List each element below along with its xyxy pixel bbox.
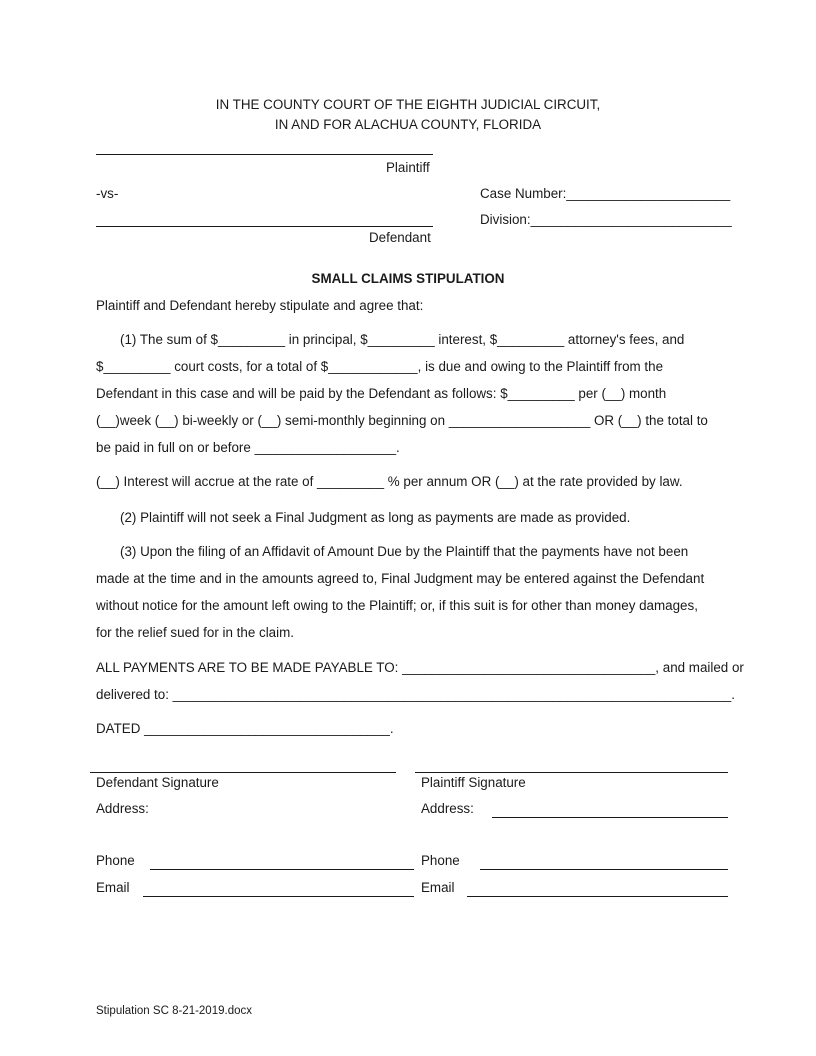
defendant-signature-line[interactable] xyxy=(90,772,396,773)
plaintiff-signature-line[interactable] xyxy=(415,772,728,773)
defendant-address-label: Address: xyxy=(96,801,149,816)
defendant-signature-label: Defendant Signature xyxy=(96,775,219,790)
para1-line4: (__)week (__) bi-weekly or (__) semi-monthly beginning on ___________________ OR (__) the total to xyxy=(96,413,708,428)
plaintiff-address-label: Address: xyxy=(421,801,474,816)
footer-filename: Stipulation SC 8-21-2019.docx xyxy=(96,1005,252,1017)
plaintiff-label: Plaintiff xyxy=(386,160,430,175)
case-number-field[interactable]: Case Number:______________________ xyxy=(480,186,731,201)
plaintiff-phone-label: Phone xyxy=(421,853,460,868)
payments-line1: ALL PAYMENTS ARE TO BE MADE PAYABLE TO: __________________________________, and mailed or xyxy=(96,660,744,675)
para3-line3: without notice for the amount left owing to the Plaintiff; or, if this suit is for other than money damages, xyxy=(96,598,698,613)
defendant-phone-label: Phone xyxy=(96,853,135,868)
para1-line2: $_________ court costs, for a total of $____________, is due and owing to the Plaintiff from the xyxy=(96,359,664,374)
defendant-phone-line[interactable] xyxy=(150,869,414,870)
plaintiff-name-line[interactable] xyxy=(96,154,433,155)
defendant-label: Defendant xyxy=(369,230,431,245)
plaintiff-email-line[interactable] xyxy=(467,896,728,897)
para2-text: (2) Plaintiff will not seek a Final Judgment as long as payments are made as provided. xyxy=(120,510,631,525)
para3-line4: for the relief sued for in the claim. xyxy=(96,625,294,640)
defendant-email-label: Email xyxy=(96,880,130,895)
intro-text: Plaintiff and Defendant hereby stipulate and agree that: xyxy=(96,298,424,313)
interest-line: (__) Interest will accrue at the rate of _________ % per annum OR (__) at the rate provided by law. xyxy=(96,474,683,489)
para1-line1: (1) The sum of $_________ in principal, $_________ interest, $_________ attorney's fees, and xyxy=(120,332,685,347)
defendant-name-line[interactable] xyxy=(96,226,433,227)
document-title: SMALL CLAIMS STIPULATION xyxy=(311,271,505,286)
plaintiff-signature-label: Plaintiff Signature xyxy=(421,775,526,790)
defendant-email-line[interactable] xyxy=(143,896,414,897)
court-header-line2: IN AND FOR ALACHUA COUNTY, FLORIDA xyxy=(274,117,542,132)
payments-line2: delivered to: ___________________________________________________________________________. xyxy=(96,687,735,702)
plaintiff-phone-line[interactable] xyxy=(480,869,728,870)
para3-line1: (3) Upon the filing of an Affidavit of Amount Due by the Plaintiff that the payments have not been xyxy=(120,544,689,559)
para3-line2: made at the time and in the amounts agreed to, Final Judgment may be entered against the Defendant xyxy=(96,571,705,586)
plaintiff-email-label: Email xyxy=(421,880,455,895)
vs-label: -vs- xyxy=(96,186,119,201)
plaintiff-address-line[interactable] xyxy=(492,817,728,818)
para1-line5: be paid in full on or before ___________________. xyxy=(96,440,400,455)
court-header-line1: IN THE COUNTY COURT OF THE EIGHTH JUDICIAL CIRCUIT, xyxy=(215,97,601,112)
dated-line: DATED _________________________________. xyxy=(96,721,394,736)
division-field[interactable]: Division:___________________________ xyxy=(480,212,732,227)
para1-line3: Defendant in this case and will be paid by the Defendant as follows: $_________ per (__) month xyxy=(96,386,667,401)
